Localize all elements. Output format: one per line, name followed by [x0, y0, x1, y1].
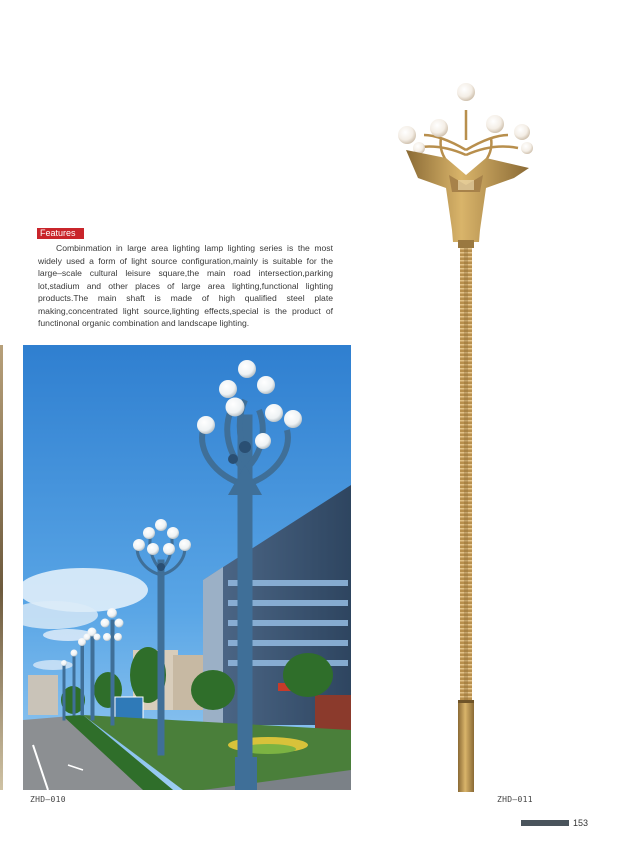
- product-code-left: ZHD–010: [30, 795, 66, 804]
- page-footer-bar: [521, 820, 569, 826]
- street-lamps-photo: [23, 345, 351, 790]
- street-scene-illustration: [23, 345, 351, 790]
- features-description: [38, 242, 333, 330]
- features-badge: Features: [37, 228, 84, 239]
- features-description-text: Combinmation in large area lighting lamp lighting series is the most widely used a form of light source configuration,mainly is suitable for the large–scale cultural leisure square,the main road intersection,parking lot,stadium and other places of large area lighting,functional lighting products.The main shaft is made of high qualified steel plate making,concentrated light source,lighting effects,special is the product of functinonal organic combination and landscape lighting.: [38, 243, 333, 328]
- page-number: 153: [573, 818, 589, 828]
- gold-lamp-post-illustration: [394, 80, 538, 792]
- adjacent-page-edge: [0, 345, 3, 790]
- product-code-right: ZHD–011: [497, 795, 533, 804]
